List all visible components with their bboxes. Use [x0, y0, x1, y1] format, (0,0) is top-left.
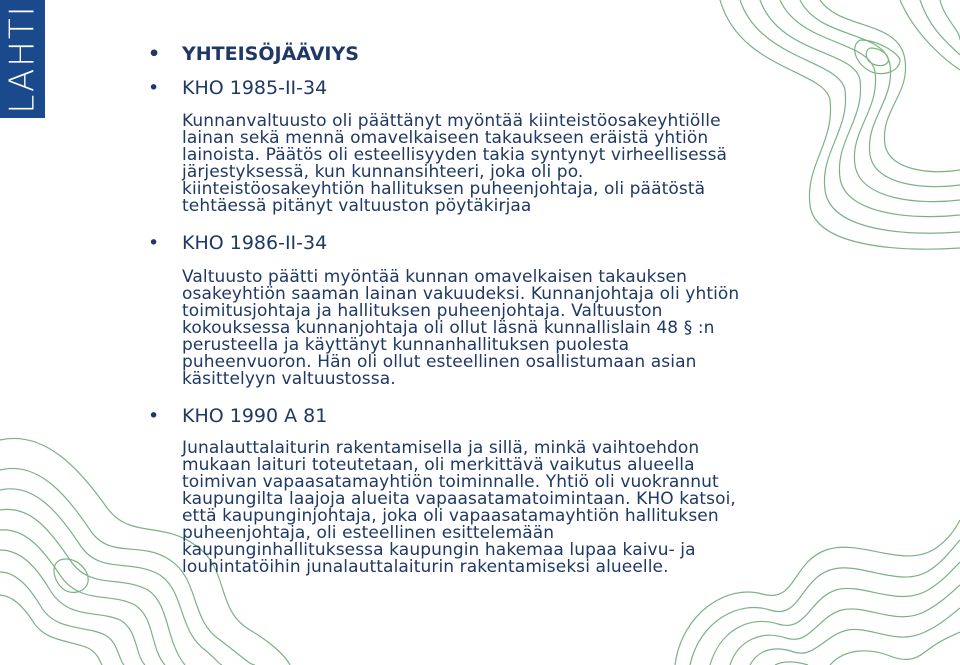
- slide-content: [148, 42, 808, 576]
- lahti-logo: [0, 0, 45, 118]
- bullet-heading-kho-1985: • KHO 1985-II-34: [148, 76, 808, 100]
- bullet-heading-yhteisojaaviys: • YHTEISÖJÄÄVIYS: [148, 42, 808, 66]
- bullet-heading-kho-1990: • KHO 1990 A 81: [148, 404, 808, 428]
- logo-text: LAHTI: [2, 4, 43, 114]
- paragraph-kho-1985: Kunnanvaltuusto oli päättänyt myöntää kiinteistöosakeyhtiölle lainan sekä mennä omavelkaiseen takaukseen eräistä yhtiön lainoista. Päätös oli esteellisyyden takia syntynyt virheellisessä järjestyksessä, kun kunnansihteeri, joka oli po. kiinteistöosakeyhtiön hallituksen puheenjohtaja, oli päätöstä tehtäessä pitänyt valtuuston pöytäkirjaa: [182, 111, 728, 216]
- paragraph-kho-1990: Junalauttalaiturin rakentamisella ja sillä, minkä vaihtoehdon mukaan laituri toteutetaan, oli merkittävä vaikutus alueella toimivan vapaasatamayhtiön toiminnalle. Yhtiö oli vuokrannut kaupungilta laajoja alueita vapaasatamatoimintaan. KHO katsoi, että kaupunginjohtaja, joka oli vapaasatamayhtiön hallituksen puheenjohtaja, oli esteellinen esittelemään kaupunginhallituksessa kaupungin hakemaa lupaa kaivu- ja louhintatöihin junalauttalaiturin rakentamiseksi alueelle.: [182, 438, 736, 577]
- paragraph-kho-1986: Valtuusto päätti myöntää kunnan omavelkaisen takauksen osakeyhtiön saaman lainan vakuudeksi. Kunnanjohtaja oli yhtiön toimitusjohtaja ja hallituksen puheenjohtaja. Valtuuston kokouksessa kunnanjohtaja oli ollut läsnä kunnallislain 48 § :n perusteella ja käyttänyt kunnanhallituksen puolesta puheenvuoron. Hän oli ollut esteellinen osallistumaan asian käsittelyyn valtuustossa.: [182, 267, 740, 389]
- bullet-heading-kho-1986: • KHO 1986-II-34: [148, 231, 808, 255]
